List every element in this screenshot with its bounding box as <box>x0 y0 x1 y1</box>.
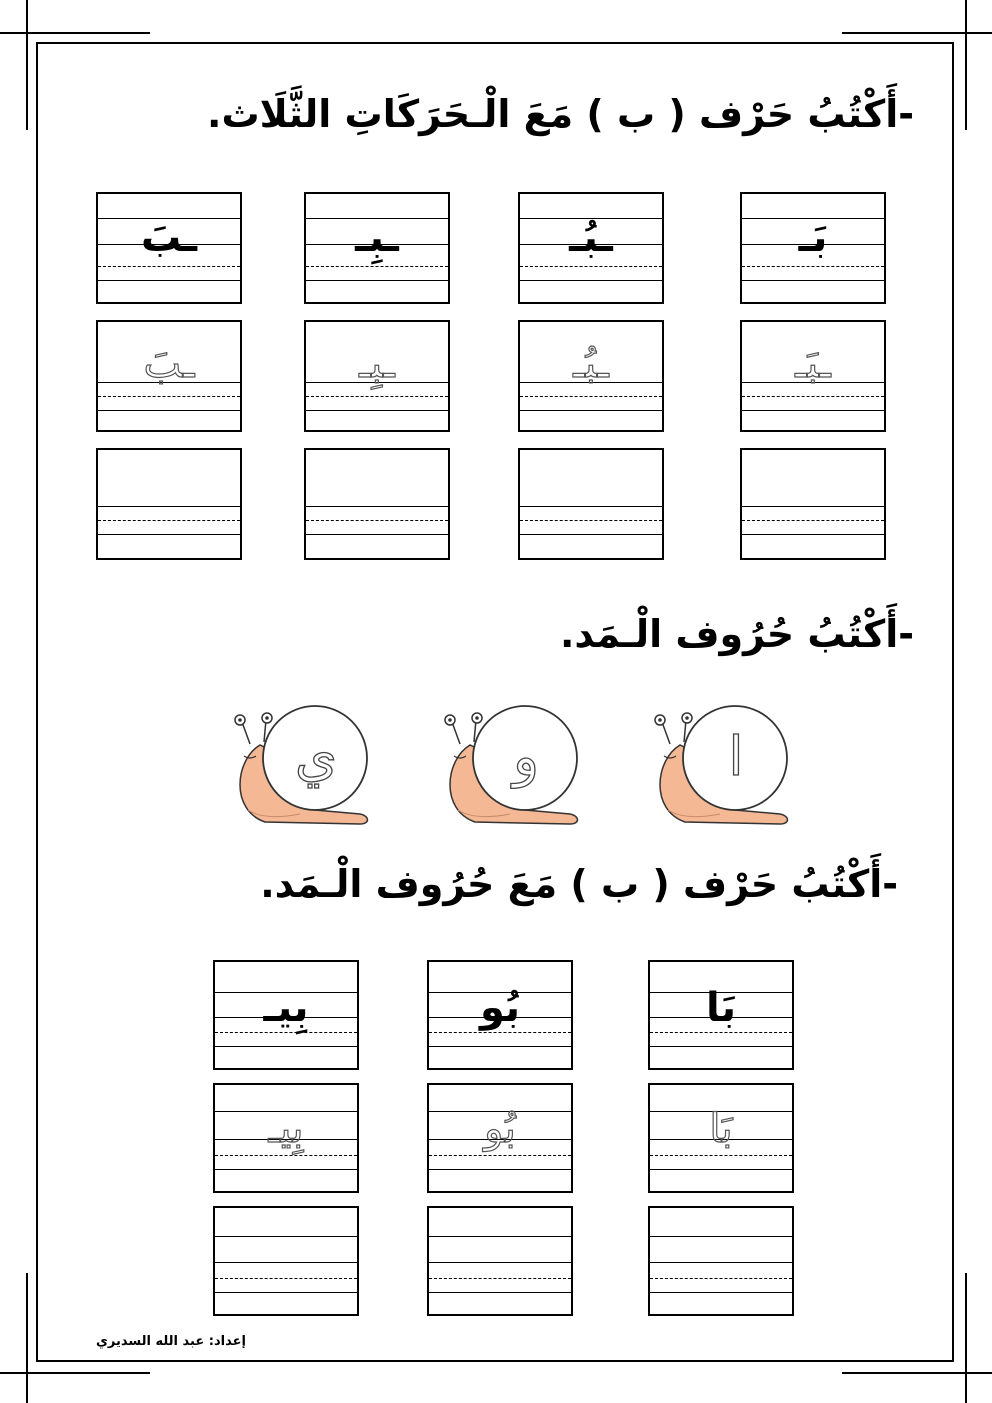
trace-letter: بِيـ <box>268 1106 304 1152</box>
trace-letter: ـبِـ <box>359 341 395 387</box>
model-letter: بُو <box>479 985 521 1031</box>
crop-mark <box>26 0 28 130</box>
frame-top <box>36 42 954 44</box>
writing-card <box>304 320 450 432</box>
blank-writing-card[interactable] <box>740 448 886 560</box>
crop-mark <box>0 1372 150 1374</box>
snail-letter: ي <box>294 725 338 788</box>
trace-letter: ـبَ <box>143 341 195 387</box>
writing-card <box>740 192 886 304</box>
writing-card <box>518 320 664 432</box>
section1-title: -أَكْتُبُ حَرْف ( ب ) مَعَ الْـحَرَكَاتِ الثَّلَاث. <box>207 92 914 136</box>
crop-mark <box>842 32 992 34</box>
crop-mark <box>0 32 150 34</box>
crop-mark <box>26 1273 28 1403</box>
model-letter: بِيـ <box>263 985 309 1031</box>
writing-card <box>304 192 450 304</box>
section2-title: -أَكْتُبُ حُرُوف الْـمَد. <box>559 612 914 656</box>
model-letter: ـبِـ <box>355 215 399 261</box>
trace-letter: ـبُـ <box>573 341 609 387</box>
frame-right <box>952 42 954 1362</box>
snail-letter: و <box>512 725 540 788</box>
writing-card <box>213 1083 359 1193</box>
blank-writing-card[interactable] <box>427 1206 573 1316</box>
writing-card <box>427 1083 573 1193</box>
model-letter: ـبَ <box>140 215 197 261</box>
model-letter: بَا <box>705 985 737 1031</box>
writing-card <box>427 960 573 1070</box>
blank-writing-card[interactable] <box>648 1206 794 1316</box>
blank-writing-card[interactable] <box>304 448 450 560</box>
author-credit: إعداد: عبد الله السديري <box>96 1334 246 1349</box>
writing-card <box>648 960 794 1070</box>
crop-mark <box>842 1372 992 1374</box>
blank-writing-card[interactable] <box>213 1206 359 1316</box>
frame-bottom <box>36 1360 954 1362</box>
trace-letter: بُو <box>484 1106 516 1152</box>
writing-card <box>518 192 664 304</box>
crop-mark <box>965 0 967 130</box>
writing-card <box>648 1083 794 1193</box>
section3-title: -أَكْتُبُ حَرْف ( ب ) مَعَ حُرُوف الْـمَد. <box>260 862 898 906</box>
frame-left <box>36 42 38 1362</box>
writing-card <box>96 192 242 304</box>
blank-writing-card[interactable] <box>96 448 242 560</box>
model-letter: ـبُـ <box>569 215 613 261</box>
model-letter: بَـ <box>798 215 828 261</box>
snail-letter: ا <box>728 725 744 788</box>
blank-writing-card[interactable] <box>518 448 664 560</box>
writing-card <box>213 960 359 1070</box>
crop-mark <box>965 1273 967 1403</box>
trace-letter: بَا <box>709 1106 733 1152</box>
trace-letter: ـبَـ <box>795 341 831 387</box>
writing-card <box>740 320 886 432</box>
writing-card <box>96 320 242 432</box>
